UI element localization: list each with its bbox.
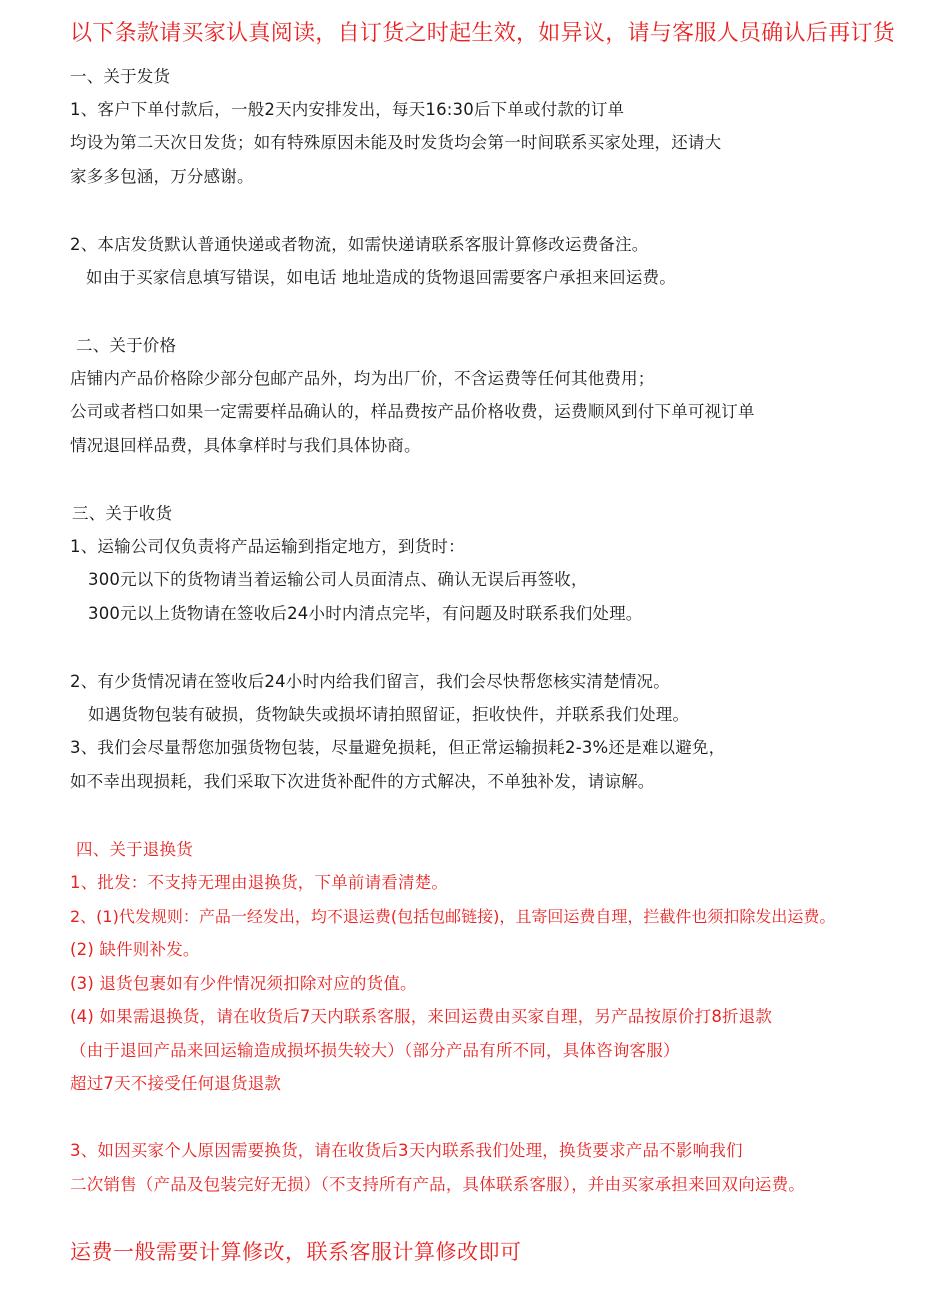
- price-line: 情况退回样品费，具体拿样时与我们具体协商。: [70, 436, 421, 455]
- receive-line: 1、运输公司仅负责将产品运输到指定地方，到货时：: [70, 537, 465, 556]
- returns-line: (2) 缺件则补发。: [70, 940, 200, 959]
- returns-line: （由于退回产品来回运输造成损坏损失较大）（部分产品有所不同，具体咨询客服）: [70, 1041, 680, 1060]
- section-heading-price: 二、关于价格: [76, 336, 177, 355]
- receive-line: 3、我们会尽量帮您加强货物包装，尽量避免损耗，但正常运输损耗2-3%还是难以避免，: [70, 738, 726, 757]
- section-heading-shipping: 一、关于发货: [70, 67, 171, 86]
- receive-line: 300元以下的货物请当着运输公司人员面清点、确认无误后再签收，: [88, 570, 588, 589]
- shipping-line: 如由于买家信息填写错误，如电话 地址造成的货物退回需要客户承担来回运费。: [86, 268, 676, 287]
- footer-note: 运费一般需要计算修改，联系客服计算修改即可: [70, 1240, 522, 1264]
- returns-line: 超过7天不接受任何退货退款: [70, 1074, 282, 1093]
- receive-line: 如不幸出现损耗，我们采取下次进货补配件的方式解决，不单独补发，请谅解。: [70, 772, 655, 791]
- shipping-line: 1、客户下单付款后，一般2天内安排发出，每天16:30后下单或付款的订单: [70, 100, 625, 119]
- returns-line: 2、(1)代发规则：产品一经发出，均不退运费(包括包邮链接)，且寄回运费自理，拦截件也须扣除发出运费。: [70, 907, 836, 926]
- shipping-line: 均设为第二天次日发货；如有特殊原因未能及时发货均会第一时间联系买家处理，还请大: [70, 133, 722, 152]
- section-heading-returns: 四、关于退换货: [76, 840, 193, 859]
- shipping-line: 家多多包涵，万分感谢。: [70, 167, 254, 186]
- returns-line: (3) 退货包裹如有少件情况须扣除对应的货值。: [70, 974, 417, 993]
- receive-line: 如遇货物包装有破损，货物缺失或损坏请拍照留证，拒收快件，并联系我们处理。: [88, 705, 690, 724]
- price-line: 店铺内产品价格除少部分包邮产品外，均为出厂价，不含运费等任何其他费用；: [70, 369, 655, 388]
- shipping-line: 2、本店发货默认普通快递或者物流，如需快递请联系客服计算修改运费备注。: [70, 235, 649, 254]
- price-line: 公司或者档口如果一定需要样品确认的，样品费按产品价格收费，运费顺风到付下单可视订单: [70, 402, 755, 421]
- returns-line: (4) 如果需退换货，请在收货后7天内联系客服，来回运费由买家自理，另产品按原价打8折退款: [70, 1007, 773, 1026]
- page-title: 以下条款请买家认真阅读，自订货之时起生效，如异议，请与客服人员确认后再订货: [70, 21, 896, 46]
- receive-line: 300元以上货物请在签收后24小时内清点完毕，有问题及时联系我们处理。: [88, 604, 643, 623]
- receive-line: 2、有少货情况请在签收后24小时内给我们留言，我们会尽快帮您核实清楚情况。: [70, 672, 670, 691]
- section-heading-receive: 三、关于收货: [72, 504, 173, 523]
- returns-line: 3、如因买家个人原因需要换货，请在收货后3天内联系我们处理，换货要求产品不影响我们: [70, 1141, 743, 1160]
- returns-line: 二次销售（产品及包装完好无损）（不支持所有产品，具体联系客服），并由买家承担来回双向运费。: [70, 1175, 805, 1194]
- returns-line: 1、批发：不支持无理由退换货，下单前请看清楚。: [70, 873, 449, 892]
